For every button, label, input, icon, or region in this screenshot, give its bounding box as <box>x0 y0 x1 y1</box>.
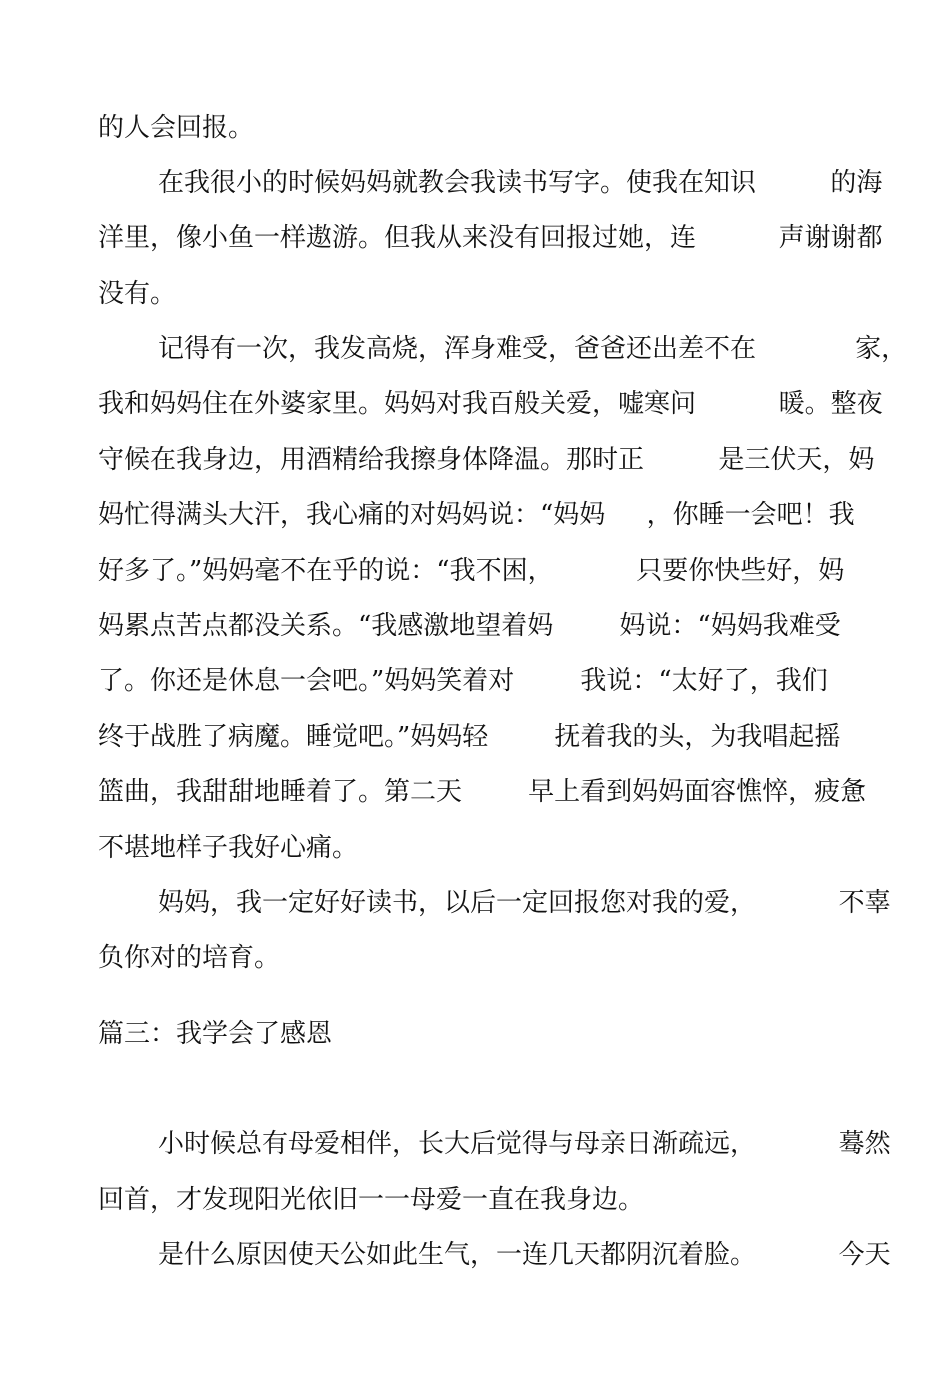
paragraph-line: 不堪地样子我好心痛。 <box>98 833 359 863</box>
paragraph-line: 的人会回报。 <box>98 113 255 143</box>
paragraph-line: 洋里，像小鱼一样遨游。但我从来没有回报过她，连 声谢谢都 <box>98 223 883 253</box>
paragraph-line: 记得有一次，我发高烧，浑身难受，爸爸还出差不在 家， <box>158 334 908 364</box>
paragraph-line: 好多了。”妈妈毫不在乎的说：“我不困， 只要你快些好，妈 <box>98 556 845 586</box>
paragraph-line: 妈妈，我一定好好读书，以后一定回报您对我的爱， 不辜 <box>158 888 891 918</box>
paragraph-line: 妈累点苦点都没关系。“我感激地望着妈 妈说：“妈妈我难受 <box>98 611 841 641</box>
paragraph-line: 是什么原因使天公如此生气，一连几天都阴沉着脸。 今天 <box>158 1240 891 1270</box>
section-heading: 篇三：我学会了感恩 <box>98 1019 333 1049</box>
paragraph-line: 篮曲，我甜甜地睡着了。第二天 早上看到妈妈面容憔悴，疲惫 <box>98 777 867 807</box>
paragraph-line: 我和妈妈住在外婆家里。妈妈对我百般关爱，嘘寒问 暖。整夜 <box>98 389 883 419</box>
paragraph-line: 妈忙得满头大汗，我心痛的对妈妈说：“妈妈 ，你睡一会吧！我 <box>98 500 855 530</box>
paragraph-line: 守候在我身边，用酒精给我擦身体降温。那时正 是三伏天，妈 <box>98 445 875 475</box>
paragraph-line: 了。你还是休息一会吧。”妈妈笑着对 我说：“太好了，我们 <box>98 666 828 696</box>
paragraph-line: 终于战胜了病魔。睡觉吧。”妈妈轻 抚着我的头，为我唱起摇 <box>98 722 841 752</box>
paragraph-line: 在我很小的时候妈妈就教会我读书写字。使我在知识 的海 <box>158 168 883 198</box>
paragraph-line: 回首，才发现阳光依旧一一母爱一直在我身边。 <box>98 1185 645 1215</box>
paragraph-line: 小时候总有母爱相伴，长大后觉得与母亲日渐疏远， 蓦然 <box>158 1129 891 1159</box>
paragraph-line: 负你对的培育。 <box>98 943 281 973</box>
paragraph-line: 没有。 <box>98 279 177 309</box>
